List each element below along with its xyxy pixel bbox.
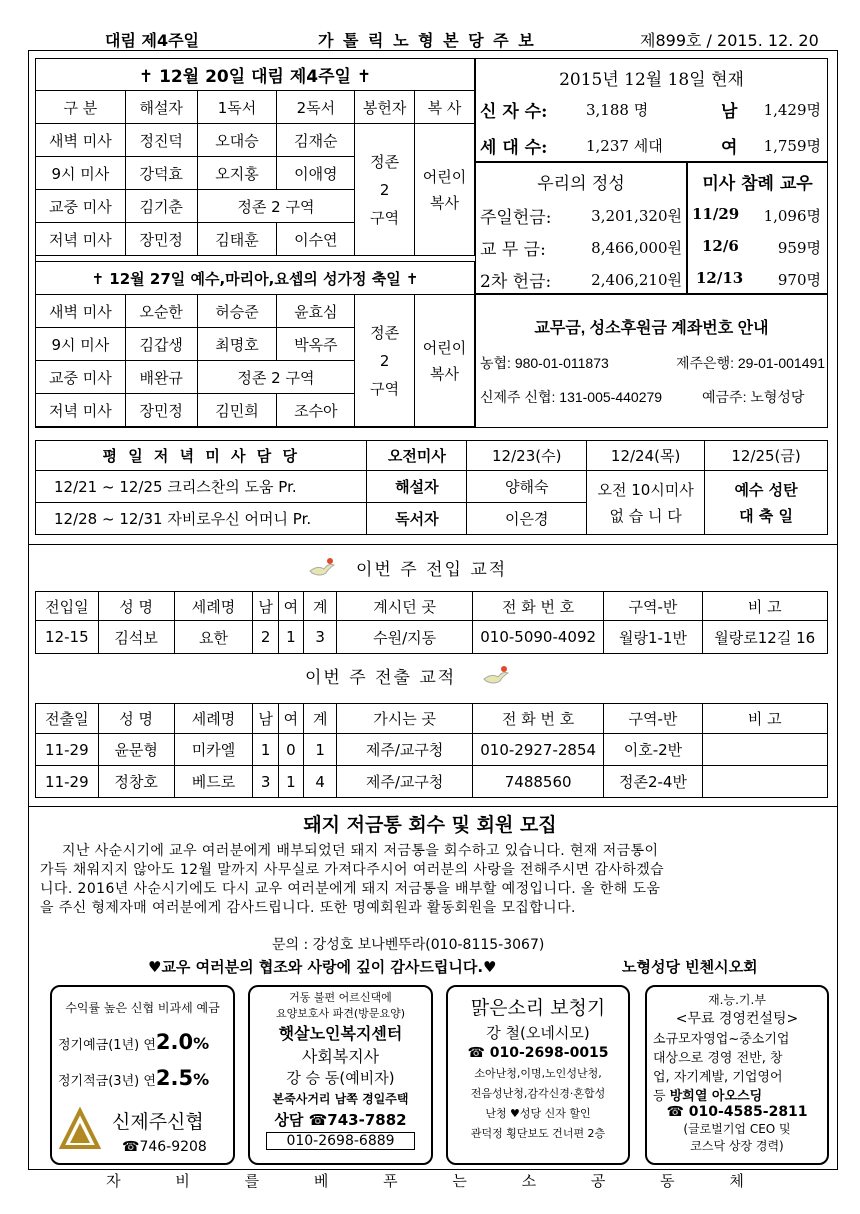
offering-value: 3,201,320원 bbox=[591, 207, 682, 225]
col-header: 구역-반 bbox=[604, 704, 702, 734]
reader-1: 오지홍 bbox=[197, 157, 277, 190]
attendance-date: 12/13 bbox=[696, 269, 744, 287]
parish-stats bbox=[475, 58, 828, 162]
mass-label: 저녁 미사 bbox=[36, 223, 126, 256]
col-header: 성 명 bbox=[98, 704, 174, 734]
header-cell: 봉헌자 bbox=[355, 91, 415, 124]
table-cell: 김석보 bbox=[98, 621, 174, 654]
ad-rate-2 bbox=[52, 1066, 233, 1090]
server-line: 어린이 bbox=[422, 167, 467, 186]
col-header: 비 고 bbox=[702, 704, 827, 734]
notice-line: 을 주신 형제자매 여러분에게 감사드립니다. 또한 명예회원과 활동회원을 모집합니다. bbox=[40, 900, 576, 916]
ad-text: (글로벌기업 CEO 및 bbox=[683, 1122, 791, 1136]
table-cell: 미카엘 bbox=[174, 734, 253, 766]
mass-label: 교중 미사 bbox=[36, 361, 126, 394]
stats-date: 2015년 12월 18일 현재 bbox=[559, 70, 744, 90]
ad-mobile: 010-2698-6889 bbox=[266, 1132, 415, 1150]
ad-consulting bbox=[645, 985, 829, 1165]
reader-1: 김민희 bbox=[197, 394, 277, 427]
note-line: 대 축 일 bbox=[739, 506, 793, 525]
ad-tel: ☎ 010-4585-2811 bbox=[666, 1104, 808, 1120]
col-header: 계 bbox=[304, 704, 337, 734]
col-header: 전입일 bbox=[36, 592, 99, 621]
col-header: 전출일 bbox=[36, 704, 99, 734]
offering-value: 8,466,000원 bbox=[591, 239, 682, 257]
offering-panel bbox=[475, 162, 687, 294]
reader-1: 김태훈 bbox=[197, 223, 277, 256]
attendance-value: 970명 bbox=[777, 271, 821, 289]
reader-2: 김재순 bbox=[277, 124, 355, 157]
table-cell: 3 bbox=[253, 766, 278, 798]
ad-text: % bbox=[193, 1034, 210, 1053]
ad-text: 수익률 높은 신협 비과세 예금 bbox=[65, 1001, 220, 1015]
ad-text: 난청 ♥성당 신자 할인 bbox=[485, 1107, 591, 1120]
col-header: 계 bbox=[304, 592, 337, 621]
ad-credit-union bbox=[50, 985, 235, 1165]
date-cell: 12/23(수) bbox=[467, 441, 587, 471]
readers-group: 정존 2 구역 bbox=[197, 361, 355, 394]
reader-1: 오대승 bbox=[197, 124, 277, 157]
notice-title: 돼지 저금통 회수 및 회원 모집 bbox=[303, 814, 557, 836]
female-label: 여 bbox=[721, 138, 738, 158]
weekday-title: 평 일 저 녁 미 사 담 당 bbox=[36, 441, 367, 471]
weekday-mass-table bbox=[35, 440, 828, 535]
role-name: 양해숙 bbox=[467, 471, 587, 503]
header-cell: 1독서 bbox=[197, 91, 277, 124]
server-line: 어린이 bbox=[422, 338, 467, 357]
ad-text: 코스닥 상장 경력) bbox=[690, 1139, 784, 1153]
role-label: 해설자 bbox=[367, 471, 467, 503]
ad-rate-value: 2.5 bbox=[155, 1066, 194, 1090]
offer-line: 정존 bbox=[370, 323, 400, 342]
note-line: 예수 성탄 bbox=[734, 480, 798, 499]
reader-2: 박옥주 bbox=[277, 328, 355, 361]
col-header: 전 화 번 호 bbox=[472, 592, 603, 621]
commentator: 정진덕 bbox=[125, 124, 197, 157]
commentator: 장민정 bbox=[125, 394, 197, 427]
commentator: 김갑생 bbox=[125, 328, 197, 361]
no-mass-note bbox=[587, 471, 705, 535]
col-header: 계시던 곳 bbox=[337, 592, 473, 621]
notice-contact: 문의 : 강성호 보나벤뚜라(010-8115-3067) bbox=[272, 937, 545, 953]
account-line: 농협: 980-01-011873 bbox=[480, 355, 609, 371]
ad-care-center bbox=[248, 985, 433, 1165]
weekday-row: 12/21 ~ 12/25 크리스찬의 도움 Pr. bbox=[36, 471, 367, 503]
ad-address: 본죽사거리 남쪽 경일주택 bbox=[272, 1092, 409, 1106]
table-cell: 월랑로12길 16 bbox=[702, 621, 827, 654]
server-cell bbox=[415, 124, 475, 256]
commentator: 강덕효 bbox=[125, 157, 197, 190]
table-cell: 2 bbox=[253, 621, 278, 654]
table-cell: 12-15 bbox=[36, 621, 99, 654]
table-cell: 정존2-4반 bbox=[604, 766, 702, 798]
server-line: 복사 bbox=[430, 364, 460, 383]
ad-text: 대상으로 경영 전반, 창 bbox=[653, 1051, 783, 1066]
account-line: 신제주 신협: 131-005-440279 bbox=[480, 389, 663, 405]
header-cell: 복 사 bbox=[415, 91, 475, 124]
move-out-table bbox=[35, 703, 828, 798]
offer-line: 2 bbox=[379, 180, 390, 199]
offer-line: 구역 bbox=[370, 379, 400, 398]
offering-value: 2,406,210원 bbox=[591, 271, 682, 289]
header-cell: 구 분 bbox=[36, 91, 126, 124]
readers-group: 정존 2 구역 bbox=[197, 190, 355, 223]
attendance-date: 11/29 bbox=[692, 205, 740, 223]
attendance-panel bbox=[687, 162, 828, 294]
offertory-cell bbox=[355, 295, 415, 427]
server-line: 복사 bbox=[430, 193, 460, 212]
col-header: 전 화 번 호 bbox=[472, 704, 603, 734]
ad-tel: ☎746-9208 bbox=[122, 1139, 207, 1155]
male-value: 1,429명 bbox=[763, 101, 821, 119]
morning-mass-label: 오전미사 bbox=[367, 441, 467, 471]
offering-label: 2차 헌금: bbox=[480, 272, 552, 292]
move-out-title: 이번 주 전출 교적 bbox=[305, 668, 457, 688]
account-panel bbox=[475, 294, 828, 428]
col-header: 구역-반 bbox=[604, 592, 702, 621]
attendance-title: 미사 참례 교우 bbox=[702, 174, 813, 194]
table-cell: 월랑1-1반 bbox=[604, 621, 702, 654]
col-header: 남 bbox=[253, 592, 278, 621]
schedule-table-2 bbox=[35, 261, 475, 427]
table-cell: 010-5090-4092 bbox=[472, 621, 603, 654]
table-cell: 3 bbox=[304, 621, 337, 654]
notice-thanks: ♥교우 여러분의 협조와 사랑에 깊이 감사드립니다.♥ bbox=[148, 958, 497, 976]
reader-2: 조수아 bbox=[277, 394, 355, 427]
ad-text bbox=[647, 1085, 827, 1104]
notice-line: 가득 채워지지 않아도 12월 말까지 사무실로 가져다주시어 여러분의 사랑을 전해주시면 감사하겠습 bbox=[40, 862, 665, 878]
ad-text: 재.능.기.부 bbox=[708, 993, 766, 1007]
table-cell: 4 bbox=[304, 766, 337, 798]
role-label: 독서자 bbox=[367, 503, 467, 535]
members-value: 3,188 명 bbox=[586, 101, 649, 119]
table-cell: 11-29 bbox=[36, 766, 99, 798]
offer-line: 2 bbox=[379, 351, 390, 370]
reader-2: 이애영 bbox=[277, 157, 355, 190]
ad-text: 요양보호사 파견(방문요양) bbox=[276, 1007, 405, 1020]
issue-number: 제899호 / 2015. 12. 20 bbox=[640, 31, 819, 50]
reader-2: 이수연 bbox=[277, 223, 355, 256]
schedule-1-title: ✝ 12월 20일 대림 제4주일 ✝ bbox=[36, 59, 475, 91]
footer-motto: 자 비 를 베 푸 는 소 공 동 체 bbox=[106, 1172, 754, 1190]
ad-person: 강 승 동(예비자) bbox=[286, 1069, 395, 1087]
ad-person: 강 철(오네시모) bbox=[486, 1024, 590, 1042]
attendance-date: 12/6 bbox=[702, 237, 739, 255]
col-header: 비 고 bbox=[702, 592, 827, 621]
mass-label: 새벽 미사 bbox=[36, 295, 126, 328]
date-cell: 12/25(금) bbox=[705, 441, 828, 471]
account-title: 교무금, 성소후원금 계좌번호 안내 bbox=[534, 320, 769, 337]
col-header: 여 bbox=[278, 592, 303, 621]
col-header: 여 bbox=[278, 704, 303, 734]
table-cell: 제주/교구청 bbox=[337, 734, 473, 766]
offering-title: 우리의 정성 bbox=[537, 174, 625, 194]
commentator: 오순한 bbox=[125, 295, 197, 328]
weekday-row: 12/28 ~ 12/31 자비로우신 어머니 Pr. bbox=[36, 503, 367, 535]
move-in-table bbox=[35, 591, 828, 654]
col-header: 가시는 곳 bbox=[337, 704, 473, 734]
col-header: 세례명 bbox=[174, 704, 253, 734]
households-value: 1,237 세대 bbox=[586, 137, 663, 155]
ad-tel: ☎ 010-2698-0015 bbox=[467, 1045, 609, 1061]
note-line: 없 습 니 다 bbox=[609, 506, 682, 525]
christmas-note bbox=[705, 471, 828, 535]
bulletin-title: 가 톨 릭 노 형 본 당 주 보 bbox=[318, 31, 536, 50]
reader-1: 허승준 bbox=[197, 295, 277, 328]
table-cell: 11-29 bbox=[36, 734, 99, 766]
notice-body bbox=[40, 842, 825, 918]
ad-text: 등 bbox=[653, 1089, 670, 1104]
offer-line: 구역 bbox=[370, 208, 400, 227]
table-cell: 수원/지동 bbox=[337, 621, 473, 654]
ad-text: 전음성난청,감각신경·혼합성 bbox=[470, 1087, 606, 1100]
account-line: 제주은행: 29-01-001491 bbox=[676, 355, 826, 371]
households-label: 세 대 수: bbox=[480, 138, 548, 158]
ad-name: 맑은소리 보청기 bbox=[470, 997, 606, 1019]
table-cell: 1 bbox=[278, 621, 303, 654]
ad-name: 햇살노인복지센터 bbox=[278, 1024, 403, 1043]
offering-label: 주일헌금: bbox=[480, 208, 552, 228]
divider bbox=[28, 806, 838, 807]
ad-rate-value: 2.0 bbox=[155, 1030, 194, 1054]
table-cell bbox=[702, 766, 827, 798]
mass-label: 새벽 미사 bbox=[36, 124, 126, 157]
commentator: 배완규 bbox=[125, 361, 197, 394]
table-cell: 윤문형 bbox=[98, 734, 174, 766]
ad-text: 업, 자기계발, 기업영어 bbox=[653, 1070, 783, 1085]
ad-tel: 상담 ☎743-7882 bbox=[274, 1111, 407, 1129]
ad-name: 신제주신협 bbox=[112, 1111, 204, 1133]
commentator: 김기춘 bbox=[125, 190, 197, 223]
mass-label: 9시 미사 bbox=[36, 328, 126, 361]
ad-text: 거동 불편 어르신댁에 bbox=[289, 991, 392, 1004]
ad-text: 정기적금(3년) 연 bbox=[58, 1074, 156, 1089]
col-header: 세례명 bbox=[174, 592, 253, 621]
reader-1: 최명호 bbox=[197, 328, 277, 361]
mass-label: 교중 미사 bbox=[36, 190, 126, 223]
col-header: 남 bbox=[253, 704, 278, 734]
credit-union-logo-icon bbox=[58, 1107, 102, 1151]
offertory-cell bbox=[355, 124, 415, 256]
date-cell: 12/24(목) bbox=[587, 441, 705, 471]
issue-week: 대림 제4주일 bbox=[105, 31, 199, 50]
ad-hearing-aid bbox=[446, 985, 630, 1165]
table-cell: 요한 bbox=[174, 621, 253, 654]
notice-line: 니다. 2016년 사순시기에도 다시 교우 여러분에게 돼지 저금통을 배부할 예정입니다. 올 한해 도움 bbox=[40, 881, 661, 897]
move-in-title: 이번 주 전입 교적 bbox=[356, 560, 508, 580]
ad-text: 소아난청,이명,노인성난청, bbox=[474, 1067, 602, 1080]
table-cell: 7488560 bbox=[472, 766, 603, 798]
ad-text: 소규모자영업~중소기업 bbox=[653, 1032, 790, 1047]
notice-line: 지난 사순시기에 교우 여러분에게 배부되었던 돼지 저금통을 회수하고 있습니다. 현재 저금통이 bbox=[62, 843, 659, 859]
mass-label: 저녁 미사 bbox=[36, 394, 126, 427]
table-cell: 이호-2반 bbox=[604, 734, 702, 766]
header-cell: 2독서 bbox=[277, 91, 355, 124]
table-cell: 제주/교구청 bbox=[337, 766, 473, 798]
male-label: 남 bbox=[721, 102, 738, 122]
notice-sign: 노형성당 빈첸시오회 bbox=[622, 958, 758, 976]
move-out-heading bbox=[305, 663, 510, 688]
note-line: 오전 10시미사 bbox=[597, 480, 694, 499]
header-cell: 해설자 bbox=[125, 91, 197, 124]
table-cell: 정창호 bbox=[98, 766, 174, 798]
members-label: 신 자 수: bbox=[480, 102, 548, 122]
attendance-value: 1,096명 bbox=[763, 207, 821, 225]
table-cell: 1 bbox=[278, 766, 303, 798]
server-cell bbox=[415, 295, 475, 427]
table-cell: 0 bbox=[278, 734, 303, 766]
schedule-2-title: ✝ 12월 27일 예수,마리아,요셉의 성가정 축일 ✝ bbox=[36, 262, 475, 295]
table-cell: 1 bbox=[304, 734, 337, 766]
ad-text: 정기예금(1년) 연 bbox=[58, 1038, 156, 1053]
reader-2: 윤효심 bbox=[277, 295, 355, 328]
col-header: 성 명 bbox=[98, 592, 174, 621]
role-name: 이은경 bbox=[467, 503, 587, 535]
table-cell bbox=[702, 734, 827, 766]
dove-icon bbox=[482, 665, 510, 687]
female-value: 1,759명 bbox=[763, 137, 821, 155]
ad-person: 방희열 아오스딩 bbox=[669, 1089, 763, 1104]
offer-line: 정존 bbox=[370, 152, 400, 171]
commentator: 장민정 bbox=[125, 223, 197, 256]
schedule-table-1 bbox=[35, 58, 475, 256]
ad-text: 사회복지사 bbox=[301, 1047, 380, 1066]
ad-rate-1 bbox=[52, 1030, 233, 1054]
table-cell: 1 bbox=[253, 734, 278, 766]
dove-icon bbox=[308, 557, 336, 579]
offering-label: 교 무 금: bbox=[480, 240, 546, 260]
ad-text: 관덕정 횡단보도 건너편 2층 bbox=[470, 1127, 606, 1140]
ad-text: % bbox=[193, 1070, 210, 1089]
attendance-value: 959명 bbox=[777, 239, 821, 257]
mass-label: 9시 미사 bbox=[36, 157, 126, 190]
divider bbox=[28, 544, 838, 545]
table-cell: 010-2927-2854 bbox=[472, 734, 603, 766]
ad-title: <무료 경영컨설팅> bbox=[675, 1011, 799, 1027]
move-in-heading bbox=[308, 555, 507, 580]
account-line: 예금주: 노형성당 bbox=[702, 389, 805, 405]
table-cell: 베드로 bbox=[174, 766, 253, 798]
